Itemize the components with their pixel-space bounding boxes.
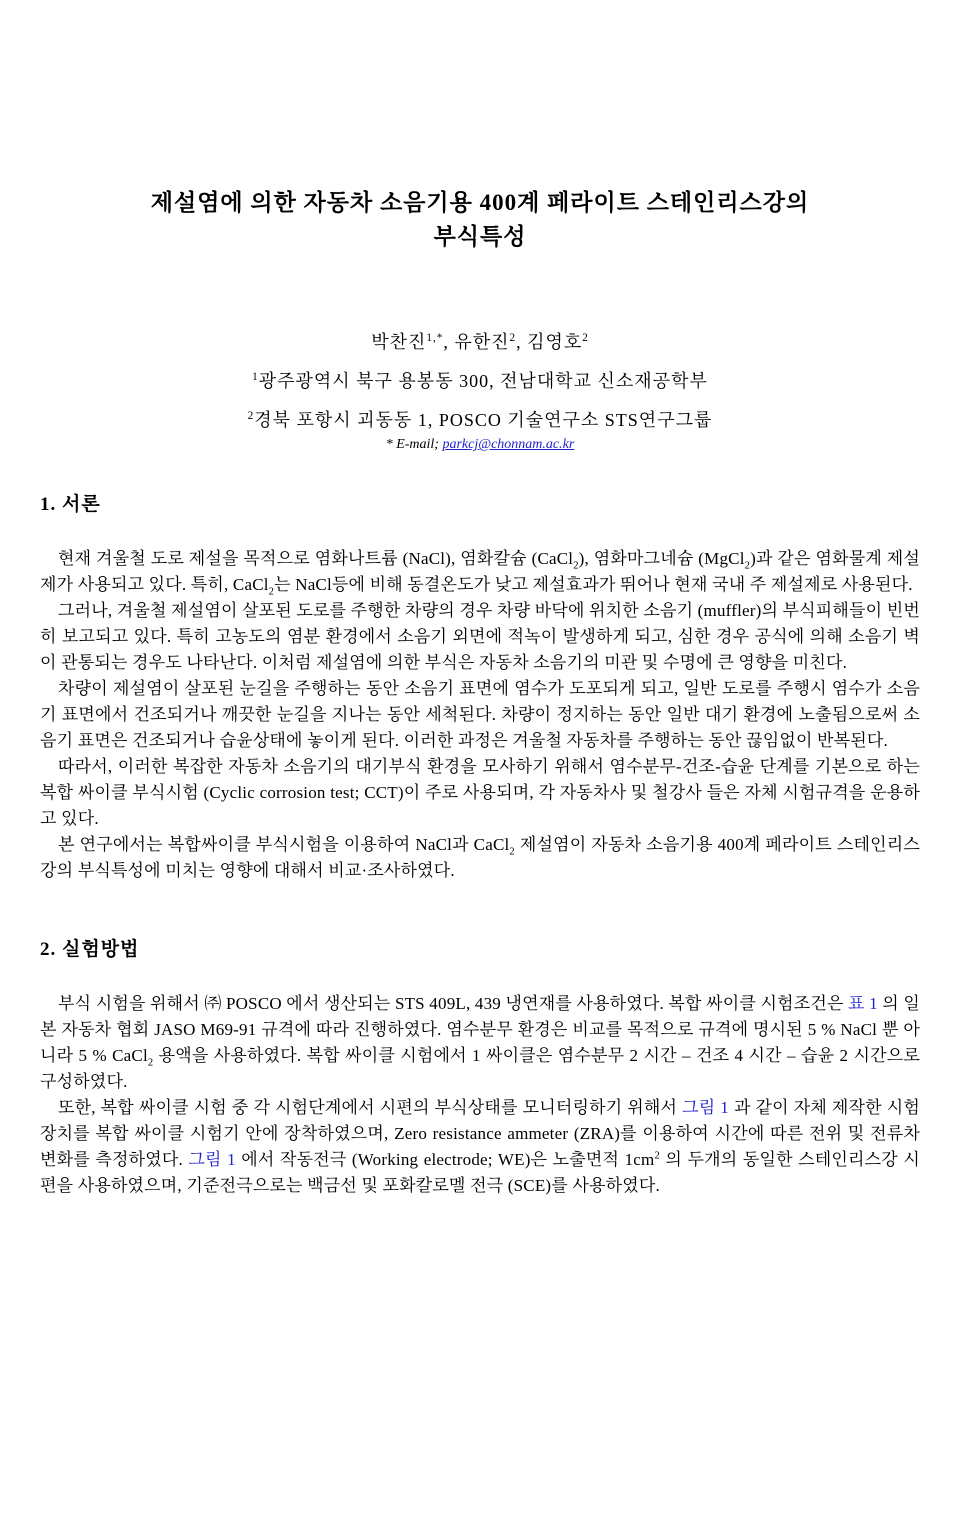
text-segment: ), 염화마그네슘 (MgCl: [578, 549, 745, 568]
text-segment: 2: [247, 410, 255, 422]
authors-line: [40, 328, 920, 354]
section-2-heading: 2. 실험방법: [40, 939, 140, 960]
text-segment: 또한, 복합 싸이클 시험 중 각 시험단계에서 시편의 부식상태를 모니터링하기 위해서: [58, 1098, 683, 1117]
text-segment: 따라서, 이러한 복잡한 자동차 소음기의 대기부식 환경을 모사하기 위해서 염수분무-건조-습윤 단계를 기본으로 하는 복합 싸이클 부식시험 (Cyclic corrosion test; CCT)이 주로 사용되며, 각 자동차사 및 철강사 들은 자체 시험규격을 운용하고 있다.: [40, 757, 920, 828]
text-segment: 과 같이 자체 제작한 시험장치를 복합 싸이클 시험기 안에 장착하였으며, Zero resistance ammeter (ZRA)를 이용하여 시간에 따른 전위 및 전류차 변화를 측정하였다.: [40, 1098, 920, 1169]
text-segment: 광주광역시 북구 용봉동 300, 전남대학교 신소재공학부: [258, 371, 708, 391]
text-segment: 제설염이 자동차 소음기용 400계 페라이트 스테인리스강의 부식특성에 미치는 영향에 대해서 비교·조사하였다.: [40, 835, 920, 880]
text-segment: 차량이 제설염이 살포된 눈길을 주행하는 동안 소음기 표면에 염수가 도포되게 되고, 일반 도로를 주행시 염수가 소음기 표면에서 건조되거나 깨끗한 눈길을 지나는 동안 세척된다. 차량이 정지하는 동안 일반 대기 환경에 노출됨으로써 소음기 표면은 건조되거나 습윤상태에 놓이게 된다. 이러한 과정은 겨울철 자동차를 주행하는 동안 끊임없이 반복된다.: [40, 679, 920, 750]
section-2-body: [40, 991, 920, 1199]
email-link[interactable]: parkcj@chonnam.ac.kr: [442, 437, 575, 452]
text-segment: 의 두개의 동일한 스테인리스강 시편을 사용하였으며, 기준전극으로는 백금선 및 포화칼로멜 전극 (SCE)를 사용하였다.: [40, 1150, 920, 1195]
text-segment: 부식 시험을 위해서 ㈜ POSCO 에서 생산되는 STS 409L, 439 냉연재를 사용하였다. 복합 싸이클 시험조건은: [58, 994, 849, 1013]
section-1-body: [40, 546, 920, 884]
paragraph: [40, 546, 920, 598]
text-segment: 는 NaCl등에 비해 동결온도가 낮고 제설효과가 뛰어나 현재 국내 주 제설제로 사용된다.: [274, 575, 913, 594]
email-line: [40, 437, 920, 453]
text-segment: 박찬진: [371, 332, 427, 352]
text-segment: 본 연구에서는 복합싸이클 부식시험을 이용하여 NaCl과 CaCl: [58, 835, 510, 854]
figure-1-link[interactable]: 그림 1: [188, 1150, 236, 1169]
figure-1-link[interactable]: 그림 1: [682, 1098, 729, 1117]
text-segment: 2: [744, 560, 751, 572]
text-segment: , 유한진: [443, 332, 510, 352]
paragraph: [40, 754, 920, 832]
affiliation-1: [40, 367, 920, 393]
paragraph: [40, 598, 920, 676]
paper-title: [40, 186, 920, 254]
paragraph: [40, 1095, 920, 1199]
text-segment: 현재 겨울철 도로 제설을 목적으로 염화나트륨 (NaCl), 염화칼슘 (CaCl: [58, 549, 574, 568]
text-segment: 용액을 사용하였다. 복합 싸이클 시험에서 1 싸이클은 염수분무 2 시간 – 건조 4 시간 – 습윤 2 시간으로 구성하였다.: [40, 1046, 921, 1091]
text-segment: )과 같은 염화물계 제설제가 사용되고 있다. 특히, CaCl: [40, 549, 920, 594]
title-line-2: 부식특성: [433, 224, 527, 249]
text-segment: 1,*: [426, 332, 444, 344]
text-segment: 경북 포항시 괴동동 1, POSCO 기술연구소 STS연구그룹: [254, 410, 713, 430]
text-segment: 에서 작동전극 (Working electrode; WE)은 노출면적 1cm: [235, 1150, 655, 1169]
email-label: * E-mail;: [385, 437, 443, 452]
table-1-link[interactable]: 표 1: [848, 994, 878, 1013]
text-segment: 1: [252, 371, 259, 383]
page-content: [0, 186, 960, 1199]
text-segment: 2: [573, 560, 579, 572]
section-1-heading: 1. 서론: [40, 494, 101, 515]
title-line-1: 제설염에 의한 자동차 소음기용 400계 페라이트 스테인리스강의: [150, 190, 810, 215]
text-segment: 의 일본 자동차 협회 JASO M69-91 규격에 따라 진행하였다. 염수분무 환경은 비교를 목적으로 규격에 명시된 5 % NaCl 뿐 아니라 5 % CaCl: [40, 994, 920, 1065]
paragraph: [40, 676, 920, 754]
text-segment: 2: [654, 1150, 660, 1162]
affiliation-2: [40, 406, 920, 432]
paragraph: [40, 832, 920, 884]
text-segment: , 김영호: [516, 332, 583, 352]
text-segment: 2: [147, 1057, 154, 1069]
text-segment: 2: [509, 846, 515, 858]
paragraph: [40, 991, 920, 1095]
text-segment: 2: [582, 332, 589, 344]
text-segment: 그러나, 겨울철 제설염이 살포된 도로를 주행한 차량의 경우 차량 바닥에 위치한 소음기 (muffler)의 부식피해들이 빈번히 보고되고 있다. 특히 고농도의 염분 환경에서 소음기 외면에 적녹이 발생하게 되고, 심한 경우 공식에 의해 소음기 벽이 관통되는 경우도 나타난다. 이처럼 제설염에 의한 부식은 자동차 소음기의 미관 및 수명에 큰 영향을 미친다.: [40, 601, 920, 672]
text-segment: 2: [268, 586, 275, 598]
text-segment: 2: [509, 332, 517, 344]
